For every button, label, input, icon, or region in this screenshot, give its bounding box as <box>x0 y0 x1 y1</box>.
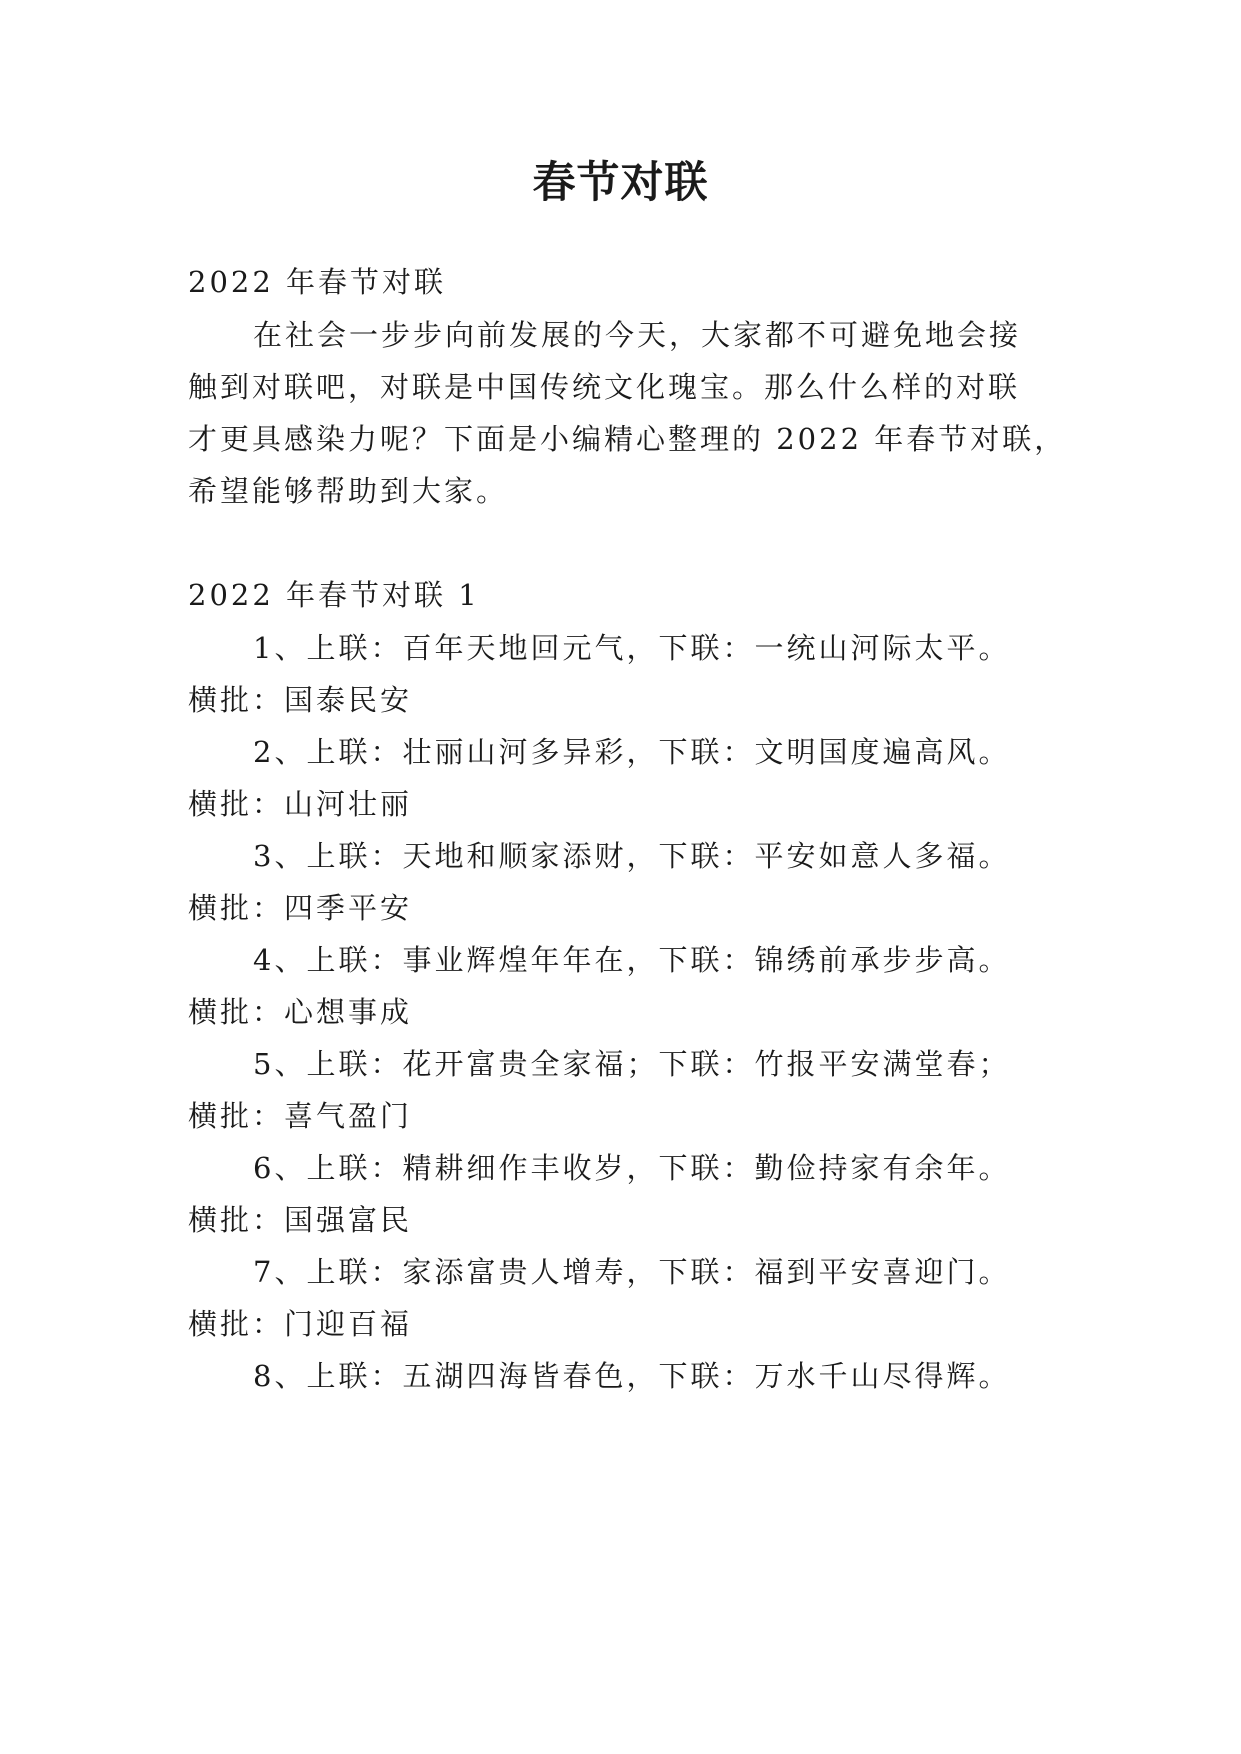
couplet-banner: 横批：喜气盈门 <box>188 1099 413 1133</box>
document-title: 春节对联 <box>532 158 709 208</box>
couplet-line: 2、上联：壮丽山河多异彩，下联：文明国度遍高风。 <box>253 735 1011 769</box>
couplet-line: 5、上联：花开富贵全家福；下联：竹报平安满堂春； <box>253 1047 1011 1081</box>
couplet-banner: 横批：四季平安 <box>188 891 413 925</box>
couplet-line: 1、上联：百年天地回元气，下联：一统山河际太平。 <box>253 631 1011 665</box>
section-heading: 2022 年春节对联 <box>188 265 447 299</box>
couplet-line: 4、上联：事业辉煌年年在，下联：锦绣前承步步高。 <box>253 943 1011 977</box>
couplet-banner: 横批：心想事成 <box>188 995 413 1029</box>
couplet-banner: 横批：国泰民安 <box>188 683 413 717</box>
intro-line: 触到对联吧，对联是中国传统文化瑰宝。那么什么样的对联 <box>188 370 1021 404</box>
intro-line: 在社会一步步向前发展的今天，大家都不可避免地会接 <box>253 318 1022 352</box>
intro-line: 希望能够帮助到大家。 <box>188 474 509 508</box>
couplet-line: 8、上联：五湖四海皆春色，下联：万水千山尽得辉。 <box>253 1359 1011 1393</box>
couplet-line: 3、上联：天地和顺家添财，下联：平安如意人多福。 <box>253 839 1011 873</box>
intro-line: 才更具感染力呢？下面是小编精心整理的 2022 年春节对联， <box>188 422 1067 456</box>
couplet-line: 6、上联：精耕细作丰收岁，下联：勤俭持家有余年。 <box>253 1151 1011 1185</box>
section-heading: 2022 年春节对联 1 <box>188 578 480 612</box>
couplet-line: 7、上联：家添富贵人增寿，下联：福到平安喜迎门。 <box>253 1255 1011 1289</box>
couplet-banner: 横批：门迎百福 <box>188 1307 413 1341</box>
couplet-banner: 横批：国强富民 <box>188 1203 413 1237</box>
couplet-banner: 横批：山河壮丽 <box>188 787 413 821</box>
